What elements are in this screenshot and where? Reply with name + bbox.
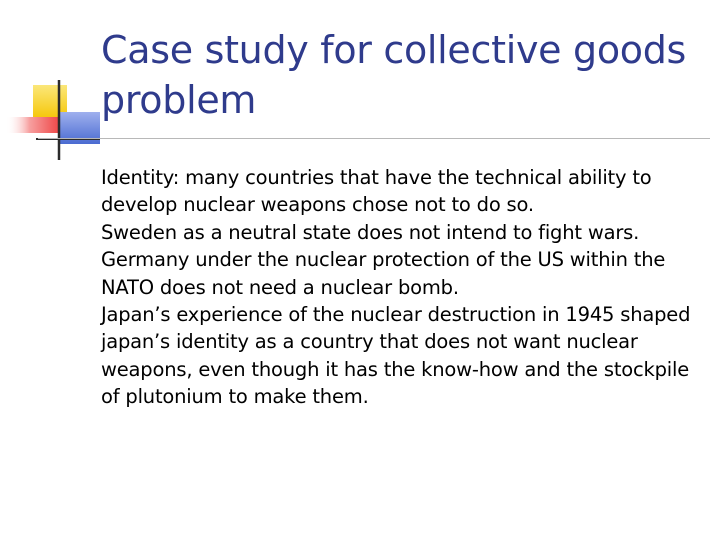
paragraph-japan: Japan’s experience of the nuclear destruction in 1945 shaped japan’s identity as a country that does not want nuclear weapons, even though it has the know-how and the stockpile of plutonium to make them.	[101, 303, 691, 409]
body-text	[101, 164, 706, 411]
paragraph-identity: Identity: many countries that have the technical ability to develop nuclear weapons chose not to do so.	[101, 166, 652, 217]
red-bar	[6, 117, 58, 133]
paragraph-sweden-germany: Sweden as a neutral state does not intend to fight wars. Germany under the nuclear protection of the US within the NATO does not need a nuclear bomb.	[101, 220, 666, 299]
slide-title: Case study for collective goods problem	[101, 28, 687, 122]
title-divider	[38, 138, 710, 139]
